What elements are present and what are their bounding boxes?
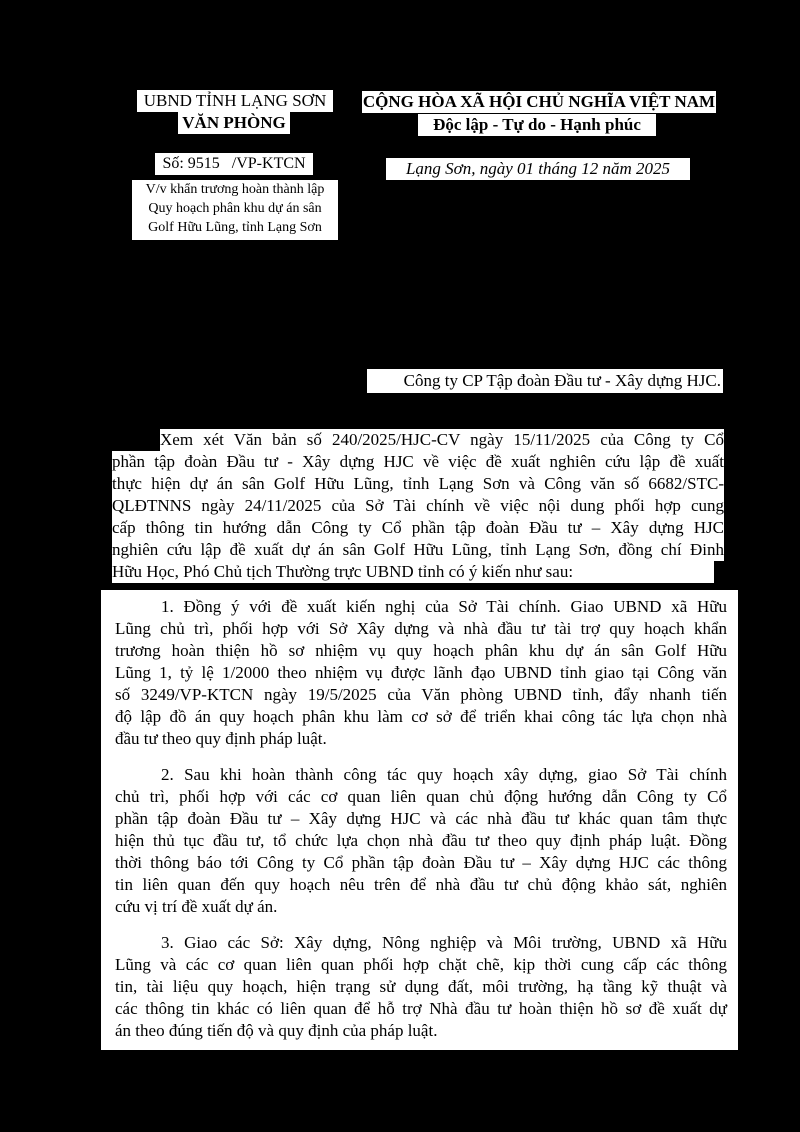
paragraph-line: Lũng 1, tỷ lệ 1/2000 theo nhiệm vụ được lãnh đạo UBND tỉnh giao tại Công văn [115,663,727,682]
subject-block [132,180,338,240]
intro-line: thực hiện dự án sân Golf Hữu Lũng, tỉnh Lạng Sơn và Công văn số 6682/STC- [112,474,724,493]
paragraph-line: tin, tài liệu quy hoạch, hiện trạng sử dụng đất, môi trường, hạ tầng kỹ thuật và [115,977,727,996]
subject-line: V/v khẩn trương hoàn thành lập [145,182,325,197]
paragraph-line: 3. Giao các Sở: Xây dựng, Nông nghiệp và Môi trường, UBND xã Hữu [161,933,727,952]
paragraph-line: trương hoàn thiện hồ sơ nhiệm vụ quy hoạch phân khu dự án sân Golf Hữu [115,641,727,660]
directive-paragraph-3 [115,932,727,1042]
intro-line: cấp thông tin hướng dẫn Công ty Cổ phần tập đoàn Đầu tư – Xây dựng HJC [112,518,724,537]
paragraph-line: tin liên quan đến quy hoạch nêu trên để nhà đầu tư chủ động khảo sát, nghiên [115,875,727,894]
intro-line: QLĐTNNS ngày 24/11/2025 của Sở Tài chính về việc nội dung phối hợp cung [112,496,724,515]
place-date: Lạng Sơn, ngày 01 tháng 12 năm 2025 [386,158,690,180]
recipient: Công ty CP Tập đoàn Đầu tư - Xây dựng HJC. [367,369,723,393]
intro-line: phần tập đoàn Đầu tư - Xây dựng HJC về việc đề xuất nghiên cứu lập đề xuất [112,452,724,471]
paragraph-line: án theo đúng tiến độ và quy định của pháp luật. [115,1021,438,1040]
issuing-authority: UBND TỈNH LẠNG SƠN [137,90,333,112]
paragraph-line: phần tập đoàn Đầu tư – Xây dựng HJC và các nhà đầu tư khác quan tâm thực [115,809,727,828]
paragraph-line: chủ trì, phối hợp với các cơ quan liên quan chủ động hướng dẫn Công ty Cổ [115,787,727,806]
paragraph-line: độ lập đồ án quy hoạch phân khu làm cơ sở để triển khai công tác lựa chọn nhà [115,707,727,726]
subject-line: Quy hoạch phân khu dự án sân [148,201,322,216]
document-number: Số: 9515 /VP-KTCN [155,153,313,175]
intro-line: nghiên cứu lập đề xuất dự án sân Golf Hữu Lũng, tỉnh Lạng Sơn, đồng chí Đinh [112,540,724,559]
subject-line: Golf Hữu Lũng, tỉnh Lạng Sơn [148,220,322,235]
national-title: CỘNG HÒA XÃ HỘI CHỦ NGHĨA VIỆT NAM [362,92,716,111]
issuing-office: VĂN PHÒNG [178,112,290,134]
intro-line: Xem xét Văn bản số 240/2025/HJC-CV ngày 15/11/2025 của Công ty Cổ [160,430,724,449]
paragraph-line: 1. Đồng ý với đề xuất kiến nghị của Sở Tài chính. Giao UBND xã Hữu [161,597,727,616]
paragraph-line: Lũng và các cơ quan liên quan phối hợp chặt chẽ, kịp thời cung cấp các thông [115,955,727,974]
directive-paragraph-1 [115,596,727,750]
paragraph-line: số 3249/VP-KTCN ngày 19/5/2025 của Văn phòng UBND tỉnh, đẩy nhanh tiến [115,685,727,704]
national-motto: Độc lập - Tự do - Hạnh phúc [418,114,656,136]
paragraph-line: cứu vị trí đề xuất dự án. [115,897,278,916]
paragraph-line: các thông tin khác có liên quan để hỗ trợ Nhà đầu tư hoàn thiện hồ sơ đề xuất dự [115,999,727,1018]
intro-line: Hữu Học, Phó Chủ tịch Thường trực UBND tỉnh có ý kiến như sau: [112,561,714,583]
paragraph-line: thời thông báo tới Công ty Cổ phần tập đoàn Đầu tư – Xây dựng HJC các thông [115,853,727,872]
paragraph-line: Lũng chủ trì, phối hợp với Sở Xây dựng và nhà đầu tư tài trợ quy hoạch khẩn [115,619,727,638]
directive-paragraph-2 [115,764,727,918]
directive-body [101,590,738,1050]
paragraph-line: hiện thủ tục đầu tư, tổ chức lựa chọn nhà đầu tư theo quy định pháp luật. Đồng [115,831,727,850]
paragraph-line: đầu tư theo quy định pháp luật. [115,729,327,748]
paragraph-line: 2. Sau khi hoàn thành công tác quy hoạch xây dựng, giao Sở Tài chính [161,765,727,784]
